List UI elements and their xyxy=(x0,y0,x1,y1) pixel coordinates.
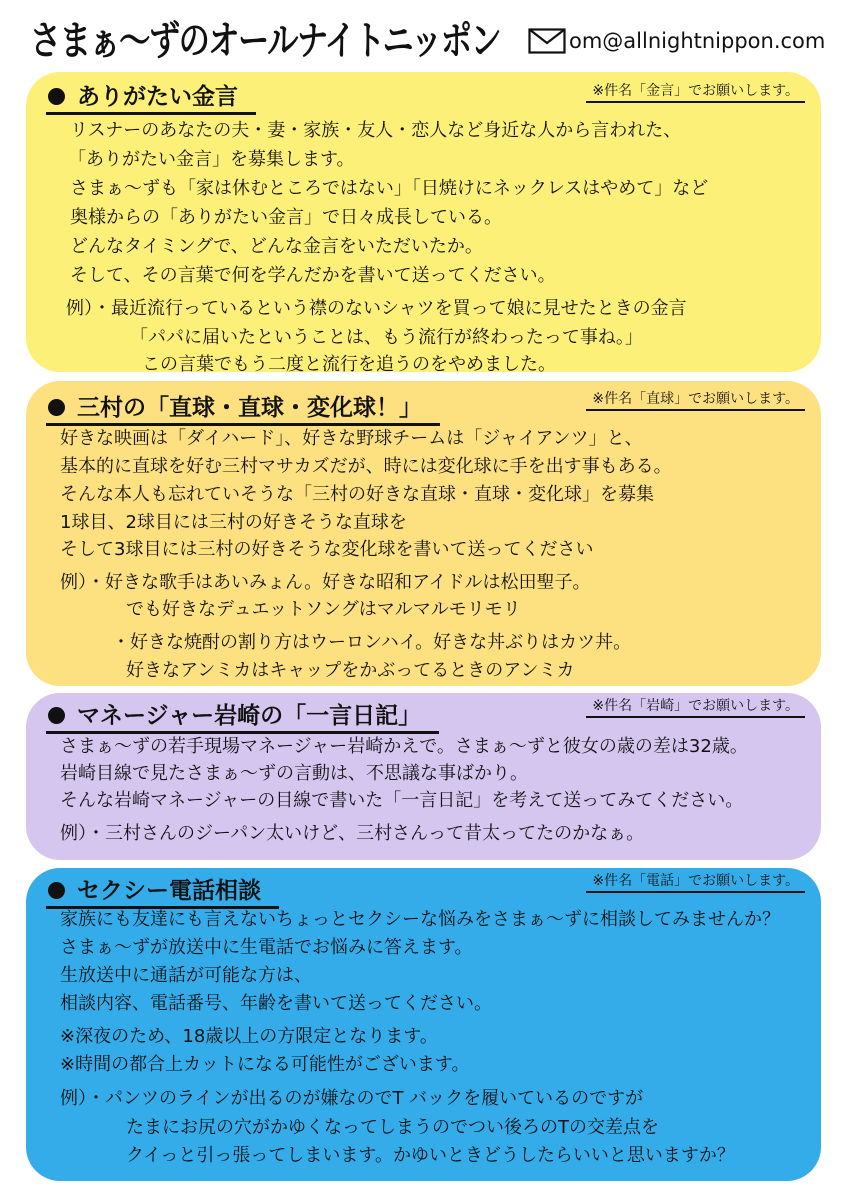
envelope-icon xyxy=(528,28,566,54)
example-text: 例）・好きな歌手はあいみょん。好きな昭和アイドルは松田聖子。 xyxy=(60,572,591,593)
example-text: 「パパに届いたということは、もう流行が終わったって事ね。」 xyxy=(130,327,643,348)
body-text: どんなタイミングで、どんな金言をいただいたか。 xyxy=(70,236,483,257)
subject-note: ※件名「金言」でお願いします。 xyxy=(586,82,805,103)
section-title: セクシー電話相談 xyxy=(46,876,279,909)
email-contact[interactable] xyxy=(528,28,825,54)
subject-note: ※件名「電話」でお願いします。 xyxy=(586,872,805,893)
note-text: ※時間の都合上カットになる可能性がございます。 xyxy=(60,1054,470,1075)
example-text: 例）・三村さんのジーパン太いけど、三村さんって昔太ってたのかなぁ。 xyxy=(60,823,645,844)
body-text: さまぁ〜ずが放送中に生電話でお悩みに答えます。 xyxy=(60,937,473,958)
body-text: そして、その言葉で何を学んだかを書いて送ってください。 xyxy=(70,265,556,286)
example-text: 好きなアンミカはキャップをかぶってるときのアンミカ xyxy=(126,660,575,681)
page-title: さまぁ〜ずのオールナイトニッポン xyxy=(30,18,501,64)
example-text: この言葉でもう二度と流行を追うのをやめました。 xyxy=(142,354,556,375)
example-text: でも好きなデュエットソングはマルマルモリモリ xyxy=(126,599,521,620)
body-text: 岩崎目線で見たさまぁ〜ずの言動は、不思議な事ばかり。 xyxy=(60,763,528,784)
note-text: ※深夜のため、18歳以上の方限定となります。 xyxy=(60,1026,438,1047)
body-text: 奥様からの「ありがたい金言」で日々成長している。 xyxy=(70,207,502,228)
subject-note: ※件名「岩崎」でお願いします。 xyxy=(586,697,805,718)
section-title: マネージャー岩崎の「一言日記」 xyxy=(46,701,439,734)
body-text: そんな本人も忘れていそうな「三村の好きな直球・直球・変化球」を募集 xyxy=(60,484,654,505)
section-title: ありがたい金言 xyxy=(46,82,256,115)
example-text: 例）・パンツのラインが出るのが嫌なのでT バックを履いているのですが xyxy=(60,1088,644,1109)
body-text: そして3球目には三村の好きそうな変化球を書いて送ってください xyxy=(60,539,594,560)
subject-note: ※件名「直球」でお願いします。 xyxy=(586,390,805,411)
email-address[interactable]: om@allnightnippon.com xyxy=(569,29,826,53)
body-text: 「ありがたい金言」を募集します。 xyxy=(68,149,355,170)
example-text: 例）・最近流行っているという襟のないシャツを買って娘に見せたときの金言 xyxy=(66,298,687,319)
section-denwa xyxy=(26,868,821,1181)
bullet-dot-icon xyxy=(48,882,65,899)
body-text: 好きな映画は「ダイハード」、好きな野球チームは「ジャイアンツ」と、 xyxy=(60,428,643,449)
body-text: さまぁ〜ずの若手現場マネージャー岩崎かえで。さまぁ〜ずと彼女の歳の差は32歳。 xyxy=(60,736,748,757)
section-chokkyu xyxy=(26,381,821,686)
example-text: クイっと引っ張ってしまいます。かゆいときどうしたらいいと思いますか？ xyxy=(126,1145,735,1166)
body-text: 家族にも友達にも言えないちょっとセクシーな悩みをさまぁ〜ずに相談してみませんか？ xyxy=(60,909,780,930)
bullet-dot-icon xyxy=(48,707,65,724)
section-kingen xyxy=(26,72,821,375)
body-text: さまぁ〜ずも「家は休むところではない」「日焼けにネックレスはやめて」など xyxy=(70,178,709,199)
bullet-dot-icon xyxy=(48,399,65,416)
section-iwasaki xyxy=(26,693,821,860)
example-text: たまにお尻の穴がかゆくなってしまうのでつい後ろのTの交差点を xyxy=(126,1117,659,1138)
body-text: 相談内容、電話番号、年齢を書いて送ってください。 xyxy=(60,993,492,1014)
bullet-dot-icon xyxy=(48,88,65,105)
body-text: そんな岩崎マネージャーの目線で書いた「一言日記」を考えて送ってみてください。 xyxy=(60,790,744,811)
body-text: 生放送中に通話が可能な方は、 xyxy=(60,965,312,986)
section-title: 三村の「直球・直球・変化球！」 xyxy=(46,393,440,426)
header xyxy=(30,14,840,70)
body-text: 基本的に直球を好む三村マサカズだが、時には変化球に手を出す事もある。 xyxy=(60,456,672,477)
body-text: リスナーのあなたの夫・妻・家族・友人・恋人など身近な人から言われた、 xyxy=(70,120,682,141)
body-text: 1球目、2球目には三村の好きそうな直球を xyxy=(60,512,407,533)
example-text: ・好きな焼酎の割り方はウーロンハイ。好きな丼ぶりはカツ丼。 xyxy=(112,632,632,653)
